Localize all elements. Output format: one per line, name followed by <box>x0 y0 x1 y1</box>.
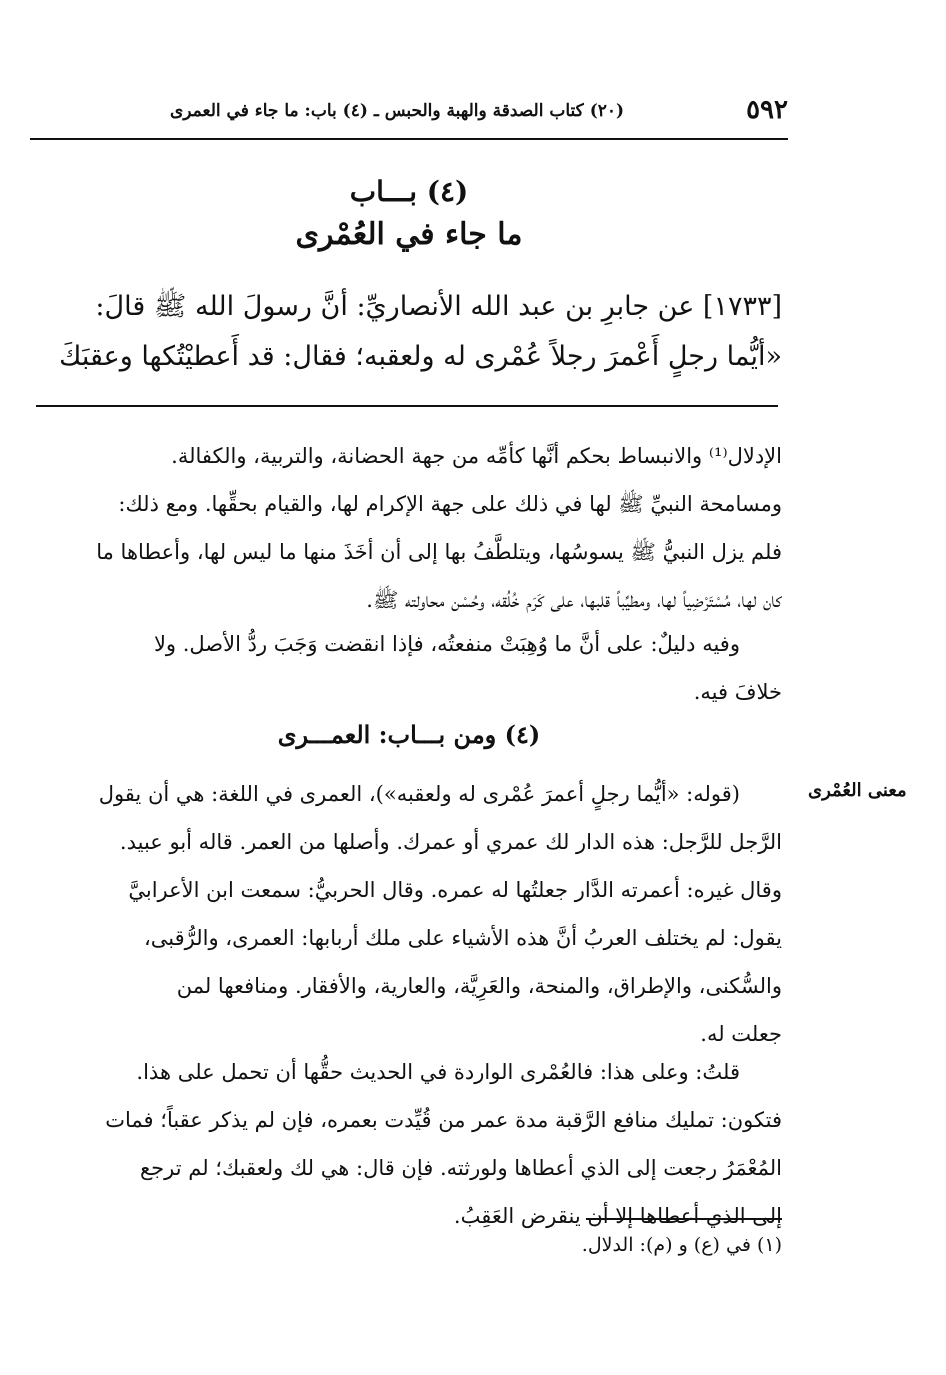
text-line: يقول: لم يختلف العربُ أنَّ هذه الأشياء على ملك أربابها: العمرى، والرُّقبى، <box>144 926 782 950</box>
footnote-divider <box>586 1218 782 1220</box>
text-line: قلتُ: وعلى هذا: فالعُمْرى الواردة في الحديث حقُّها أن تحمل على هذا. <box>136 1060 740 1084</box>
text-line: والسُّكنى، والإطراق، والمنحة، والعَرِيَّة، والعارية، والأفقار. ومنافعها لمن <box>176 974 782 998</box>
chapter-number: (٤) بـــاب <box>349 175 469 208</box>
text-line: (قوله: «أيُّما رجلٍ أعمرَ عُمْرى له ولعقبه»)، العمرى في اللغة: هي أن يقول <box>98 782 740 806</box>
margin-note: معنى العُمْرى <box>808 780 907 801</box>
text-line: المُعْمَرُ رجعت إلى الذي أعطاها ولورثته. فإن قال: هي لك ولعقبك؛ لم ترجع <box>139 1156 782 1180</box>
page-header <box>30 95 788 131</box>
hadith-line: [١٧٣٣] عن جابرِ بن عبد الله الأنصاريِّ: أنَّ رسولَ الله ﷺ قالَ: <box>95 291 782 322</box>
text-line: الرَّجل للرَّجل: هذه الدار لك عمري أو عمرك. وأصلها من العمر. قاله أبو عبيد. <box>119 830 782 854</box>
running-title: (٢٠) كتاب الصدقة والهبة والحبس ـ (٤) باب: ما جاء في العمرى <box>170 101 625 121</box>
section-heading: (٤) ومن بـــاب: العمـــرى <box>277 720 541 749</box>
text-line: ومسامحة النبيِّ ﷺ لها في ذلك على جهة الإكرام لها، والقيام بحقِّها. ومع ذلك: <box>118 492 782 516</box>
footnote: (١) في (ع) و (م): الدلال. <box>581 1234 782 1256</box>
header-divider <box>30 138 788 140</box>
text-line: الإدلال⁽¹⁾ والانبساط بحكم أنَّها كأمِّه من جهة الحضانة، والتربية، والكفالة. <box>171 444 782 468</box>
text-line: كان لها، مُسْتَرْضِياً لها، ومطيِّباً قلبها، على كَرَم خُلُقه، وحُسْن محاولته ﷺ. <box>366 588 782 612</box>
text-line: جعلت له. <box>700 1022 782 1046</box>
text-line: فتكون: تمليك منافع الرَّقبة مدة عمر من قُيِّدت بعمره، فإن لم يذكر عقباً؛ فمات <box>105 1108 782 1132</box>
section-paragraph <box>36 770 782 1058</box>
chapter-title: ما جاء في العُمْرى <box>295 217 523 252</box>
text-divider <box>36 405 778 407</box>
text-line: وفيه دليلٌ: على أنَّ ما وُهِبَتْ منفعتُه، فإذا انقضت وَجَبَ ردُّ الأصل. ولا <box>153 632 740 656</box>
text-line: وقال غيره: أعمرته الدَّار جعلتُها له عمره. وقال الحربيُّ: سمعت ابن الأعرابيَّ <box>128 878 782 902</box>
text-line: خلافَ فيه. <box>693 680 782 704</box>
section-paragraph <box>36 1048 782 1240</box>
commentary-paragraph <box>36 432 782 624</box>
hadith-line: «أيُّما رجلٍ أَعْمرَ رجلاً عُمْرى له ولعقبه؛ فقال: قد أَعطيْتُكها وعقبَكَ <box>59 341 782 372</box>
chapter-heading <box>30 172 788 258</box>
commentary-paragraph <box>36 620 782 716</box>
page-number: ٥٩٢ <box>746 95 788 125</box>
hadith-text <box>36 282 782 382</box>
text-line: فلم يزل النبيُّ ﷺ يسوسُها، ويتلطَّفُ بها إلى أن أخَذَ منها ما ليس لها، وأعطاها ما <box>96 540 782 564</box>
text-line: إلى الذي أعطاها إلا أن ينقرض العَقِبُ. <box>453 1204 782 1228</box>
